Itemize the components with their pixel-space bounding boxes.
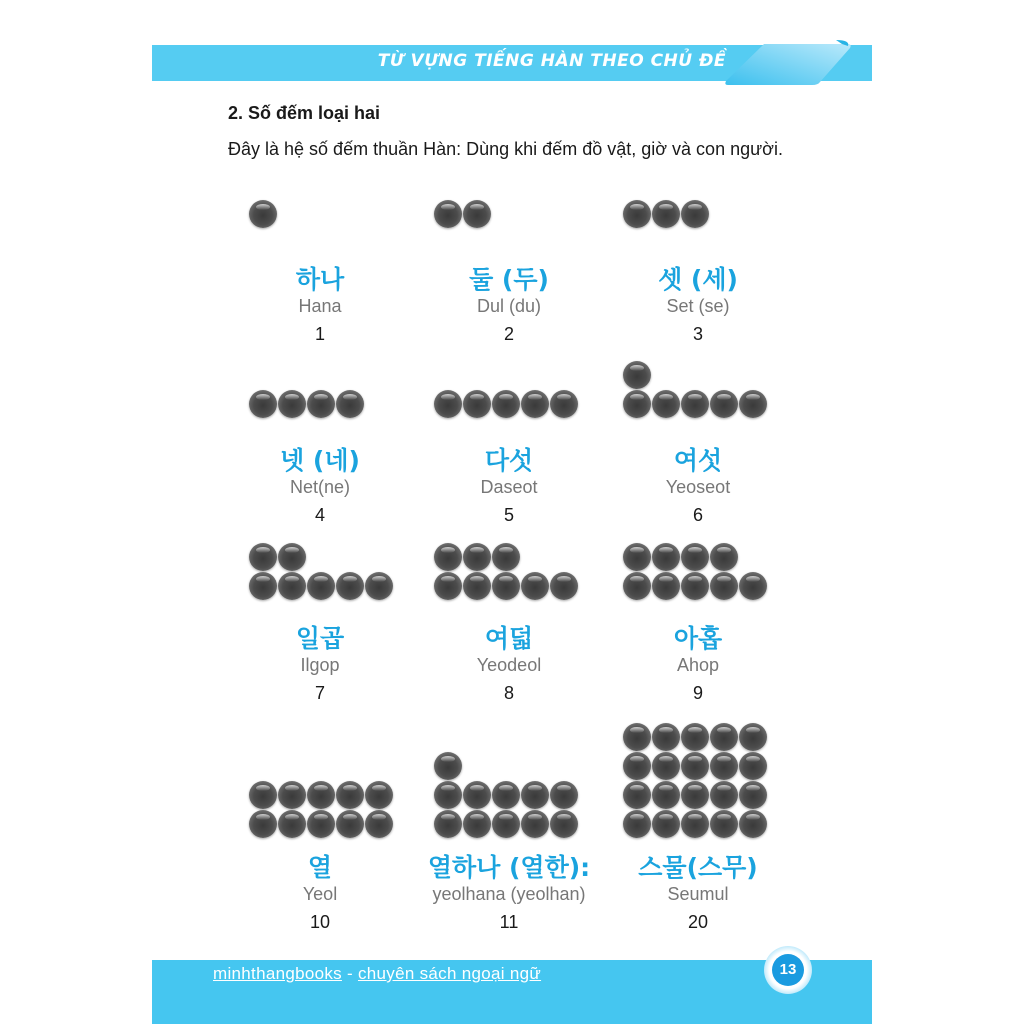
ball-icon	[550, 810, 578, 838]
ball-icon	[681, 810, 709, 838]
number-korean-label: 아홉	[673, 624, 723, 653]
ball-icon	[710, 543, 738, 571]
ball-icon	[739, 390, 767, 418]
ball-icon	[307, 390, 335, 418]
number-korean-label: 열하나 (열한):	[427, 853, 591, 882]
ball-icon	[652, 543, 680, 571]
number-digit: 2	[503, 324, 514, 344]
footer-brand-link[interactable]: minhthangbooks	[213, 964, 342, 983]
number-korean-label: 다섯	[484, 446, 534, 475]
ball-icon	[739, 723, 767, 751]
ball-icon	[623, 781, 651, 809]
footer-tagline-link[interactable]: chuyên sách ngoại ngữ	[357, 964, 542, 983]
ball-icon	[739, 752, 767, 780]
ribbon-decoration-icon	[724, 40, 854, 86]
ball-icon	[652, 810, 680, 838]
ball-icon	[463, 543, 491, 571]
number-roman-label: Yeodeol	[476, 655, 542, 675]
ball-icon	[434, 781, 462, 809]
ball-icon	[365, 810, 393, 838]
ball-icon	[652, 390, 680, 418]
ball-icon	[521, 810, 549, 838]
number-korean-label: 여섯	[673, 446, 723, 475]
ball-icon	[623, 752, 651, 780]
ball-icon	[249, 810, 277, 838]
ball-icon	[681, 390, 709, 418]
number-korean-label: 셋 (세)	[658, 265, 738, 294]
ball-icon	[336, 390, 364, 418]
ball-icon	[434, 810, 462, 838]
ball-icon	[434, 543, 462, 571]
number-digit: 8	[503, 683, 514, 703]
ball-icon	[739, 572, 767, 600]
ball-icon	[278, 543, 306, 571]
ball-icon	[652, 200, 680, 228]
ball-icon	[463, 810, 491, 838]
ball-icon	[652, 723, 680, 751]
ball-icon	[307, 810, 335, 838]
ball-icon	[249, 781, 277, 809]
ball-icon	[307, 572, 335, 600]
ball-icon	[492, 543, 520, 571]
ball-icon	[623, 810, 651, 838]
ball-icon	[521, 572, 549, 600]
number-roman-label: Net(ne)	[289, 477, 351, 497]
ball-icon	[739, 781, 767, 809]
number-roman-label: Daseot	[480, 477, 538, 497]
number-digit: 5	[503, 505, 514, 525]
ball-icon	[550, 390, 578, 418]
number-roman-label: Seumul	[667, 884, 729, 904]
footer-text	[213, 964, 541, 984]
number-korean-label: 일곱	[295, 624, 345, 653]
ball-icon	[434, 752, 462, 780]
ball-icon	[278, 781, 306, 809]
ball-icon	[434, 572, 462, 600]
ball-icon	[249, 390, 277, 418]
ball-icon	[278, 810, 306, 838]
number-roman-label: Ahop	[676, 655, 720, 675]
number-korean-label: 여덟	[484, 624, 534, 653]
ball-icon	[492, 781, 520, 809]
ball-icon	[681, 781, 709, 809]
ball-icon	[249, 200, 277, 228]
number-korean-label: 넷 (네)	[280, 446, 360, 475]
ball-icon	[623, 361, 651, 389]
ball-icon	[681, 752, 709, 780]
number-digit: 11	[499, 912, 519, 932]
ball-icon	[652, 781, 680, 809]
ball-icon	[249, 543, 277, 571]
number-roman-label: Dul (du)	[476, 296, 542, 316]
ball-icon	[681, 723, 709, 751]
number-digit: 6	[692, 505, 703, 525]
number-digit: 1	[314, 324, 325, 344]
ball-icon	[623, 572, 651, 600]
page-number-badge	[764, 946, 812, 994]
ball-icon	[492, 810, 520, 838]
footer-separator: -	[341, 964, 358, 983]
page-number: 13	[772, 954, 804, 986]
ball-icon	[249, 572, 277, 600]
number-roman-label: Yeol	[302, 884, 338, 904]
number-digit: 7	[314, 683, 325, 703]
number-korean-label: 열	[307, 853, 333, 882]
ball-icon	[278, 572, 306, 600]
ball-icon	[336, 572, 364, 600]
section-intro: Đây là hệ số đếm thuần Hàn: Dùng khi đếm đồ vật, giờ và con người.	[228, 139, 783, 159]
ball-icon	[550, 781, 578, 809]
number-korean-label: 하나	[295, 265, 345, 294]
number-digit: 4	[314, 505, 325, 525]
ball-icon	[278, 390, 306, 418]
ball-icon	[739, 810, 767, 838]
ball-icon	[365, 781, 393, 809]
ball-icon	[681, 543, 709, 571]
ball-icon	[652, 752, 680, 780]
ball-icon	[710, 723, 738, 751]
ball-icon	[307, 781, 335, 809]
section-title: 2. Số đếm loại hai	[228, 103, 381, 123]
header-title: TỪ VỰNG TIẾNG HÀN THEO CHỦ ĐỀ	[377, 51, 726, 71]
ball-icon	[463, 390, 491, 418]
ball-icon	[521, 781, 549, 809]
ball-icon	[521, 390, 549, 418]
number-korean-label: 스물(스무)	[638, 853, 758, 882]
number-roman-label: yeolhana (yeolhan)	[432, 884, 586, 904]
number-digit: 3	[692, 324, 703, 344]
ball-icon	[710, 572, 738, 600]
ball-icon	[492, 390, 520, 418]
number-digit: 9	[692, 683, 703, 703]
ball-icon	[710, 781, 738, 809]
number-digit: 20	[687, 912, 709, 932]
ball-icon	[492, 572, 520, 600]
ball-icon	[681, 572, 709, 600]
ball-icon	[652, 572, 680, 600]
ball-icon	[434, 390, 462, 418]
ball-icon	[463, 572, 491, 600]
ball-icon	[336, 810, 364, 838]
number-roman-label: Ilgop	[300, 655, 340, 675]
number-korean-label: 둘 (두)	[469, 265, 549, 294]
number-roman-label: Hana	[298, 296, 342, 316]
ball-icon	[681, 200, 709, 228]
number-roman-label: Yeoseot	[665, 477, 731, 497]
ball-icon	[434, 200, 462, 228]
ball-icon	[710, 390, 738, 418]
ball-icon	[710, 810, 738, 838]
ball-icon	[365, 572, 393, 600]
ball-icon	[710, 752, 738, 780]
ball-icon	[463, 781, 491, 809]
ball-icon	[463, 200, 491, 228]
number-digit: 10	[309, 912, 331, 932]
ball-icon	[623, 390, 651, 418]
ball-icon	[336, 781, 364, 809]
number-roman-label: Set (se)	[666, 296, 730, 316]
ball-icon	[623, 543, 651, 571]
ball-icon	[623, 200, 651, 228]
ball-icon	[623, 723, 651, 751]
ball-icon	[550, 572, 578, 600]
